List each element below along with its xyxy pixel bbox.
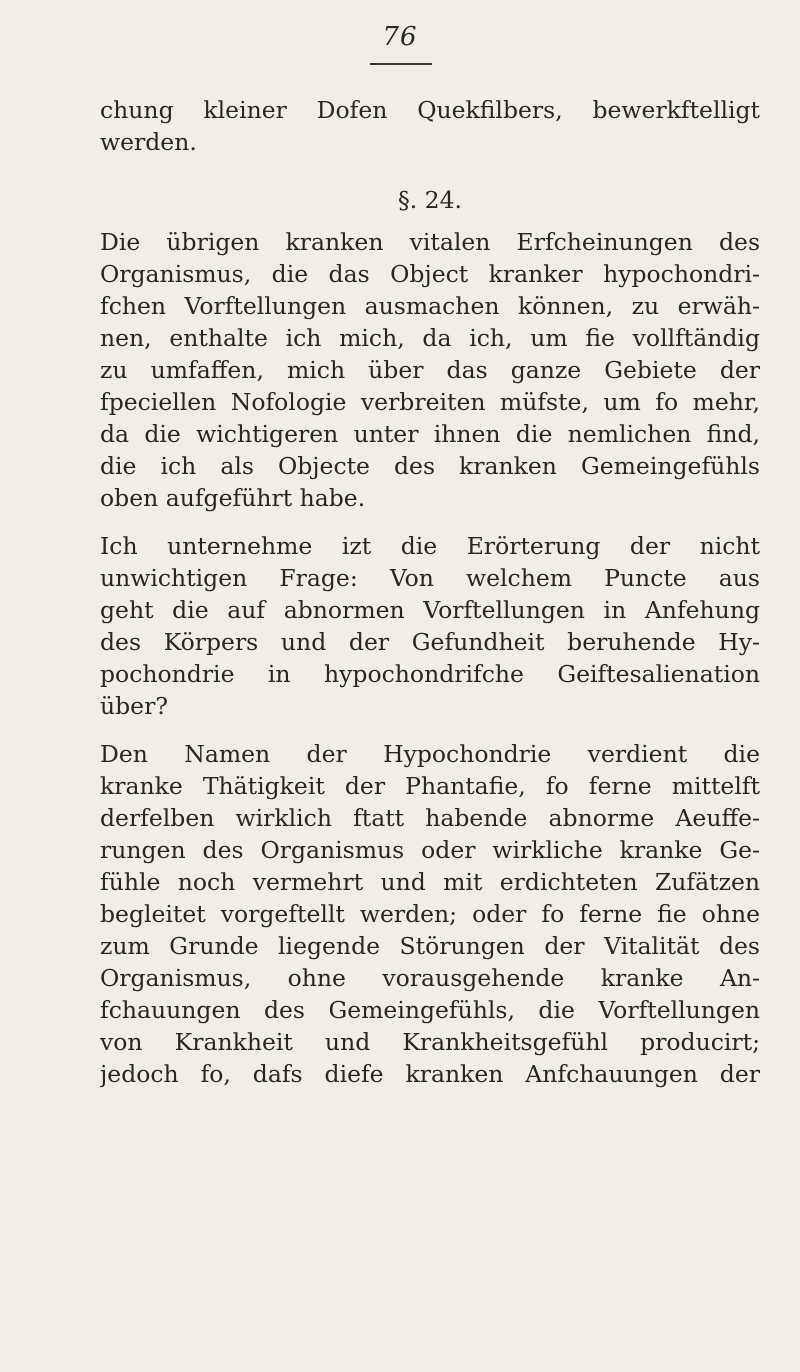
text-line: zum Grunde liegende Störungen der Vitalität des bbox=[100, 932, 760, 960]
text-line: fühle noch vermehrt und mit erdichteten Zufätzen bbox=[100, 868, 760, 896]
text-line: derfelben wirklich ftatt habende abnorme Aeuffe- bbox=[100, 804, 760, 832]
text-line: zu umfaffen, mich über das ganze Gebiete der bbox=[100, 356, 760, 384]
text-line: fpeciellen Nofologie verbreiten müfste, um fo mehr, bbox=[100, 388, 760, 416]
text-line: nen, enthalte ich mich, da ich, um fie vollftändig bbox=[100, 324, 760, 352]
text-line: da die wichtigeren unter ihnen die nemlichen find, bbox=[100, 420, 760, 448]
text-line: über? bbox=[100, 692, 168, 720]
text-line: von Krankheit und Krankheitsgefühl producirt; bbox=[100, 1028, 760, 1056]
body-text bbox=[100, 94, 760, 1090]
page-number: 76 bbox=[382, 22, 418, 52]
text-line: kranke Thätigkeit der Phantafie, fo ferne mittelft bbox=[100, 772, 760, 800]
text-line: unwichtigen Frage: Von welchem Puncte aus bbox=[100, 564, 760, 592]
text-line: pochondrie in hypochondrifche Geiftesalienation bbox=[100, 660, 760, 688]
text-line: fchen Vorftellungen ausmachen können, zu erwäh- bbox=[100, 292, 760, 320]
text-line: fchauungen des Gemeingefühls, die Vorftellungen bbox=[100, 996, 760, 1024]
text-line: Organismus, die das Object kranker hypochondri- bbox=[100, 260, 760, 288]
text-line: oben aufgeführt habe. bbox=[100, 484, 366, 512]
text-line: Den Namen der Hypochondrie verdient die bbox=[100, 740, 760, 768]
text-line: chung kleiner Dofen Quekfilbers, bewerkftelligt bbox=[100, 96, 760, 124]
text-line: Ich unternehme izt die Erörterung der nicht bbox=[100, 532, 760, 560]
text-line: Die übrigen kranken vitalen Erfcheinungen des bbox=[100, 228, 760, 256]
text-line: geht die auf abnormen Vorftellungen in Anfehung bbox=[100, 596, 760, 624]
section-heading: §. 24. bbox=[397, 186, 463, 214]
text-line: jedoch fo, dafs diefe kranken Anfchauungen der bbox=[100, 1060, 760, 1088]
text-line: begleitet vorgeftellt werden; oder fo ferne fie ohne bbox=[100, 900, 760, 928]
text-line: rungen des Organismus oder wirkliche kranke Ge- bbox=[100, 836, 760, 864]
text-line: Organismus, ohne vorausgehende kranke An- bbox=[100, 964, 760, 992]
text-line: des Körpers und der Gefundheit beruhende Hy- bbox=[100, 628, 760, 656]
text-line: die ich als Objecte des kranken Gemeingefühls bbox=[100, 452, 760, 480]
page-number-rule bbox=[370, 63, 432, 65]
text-line: werden. bbox=[100, 128, 197, 156]
